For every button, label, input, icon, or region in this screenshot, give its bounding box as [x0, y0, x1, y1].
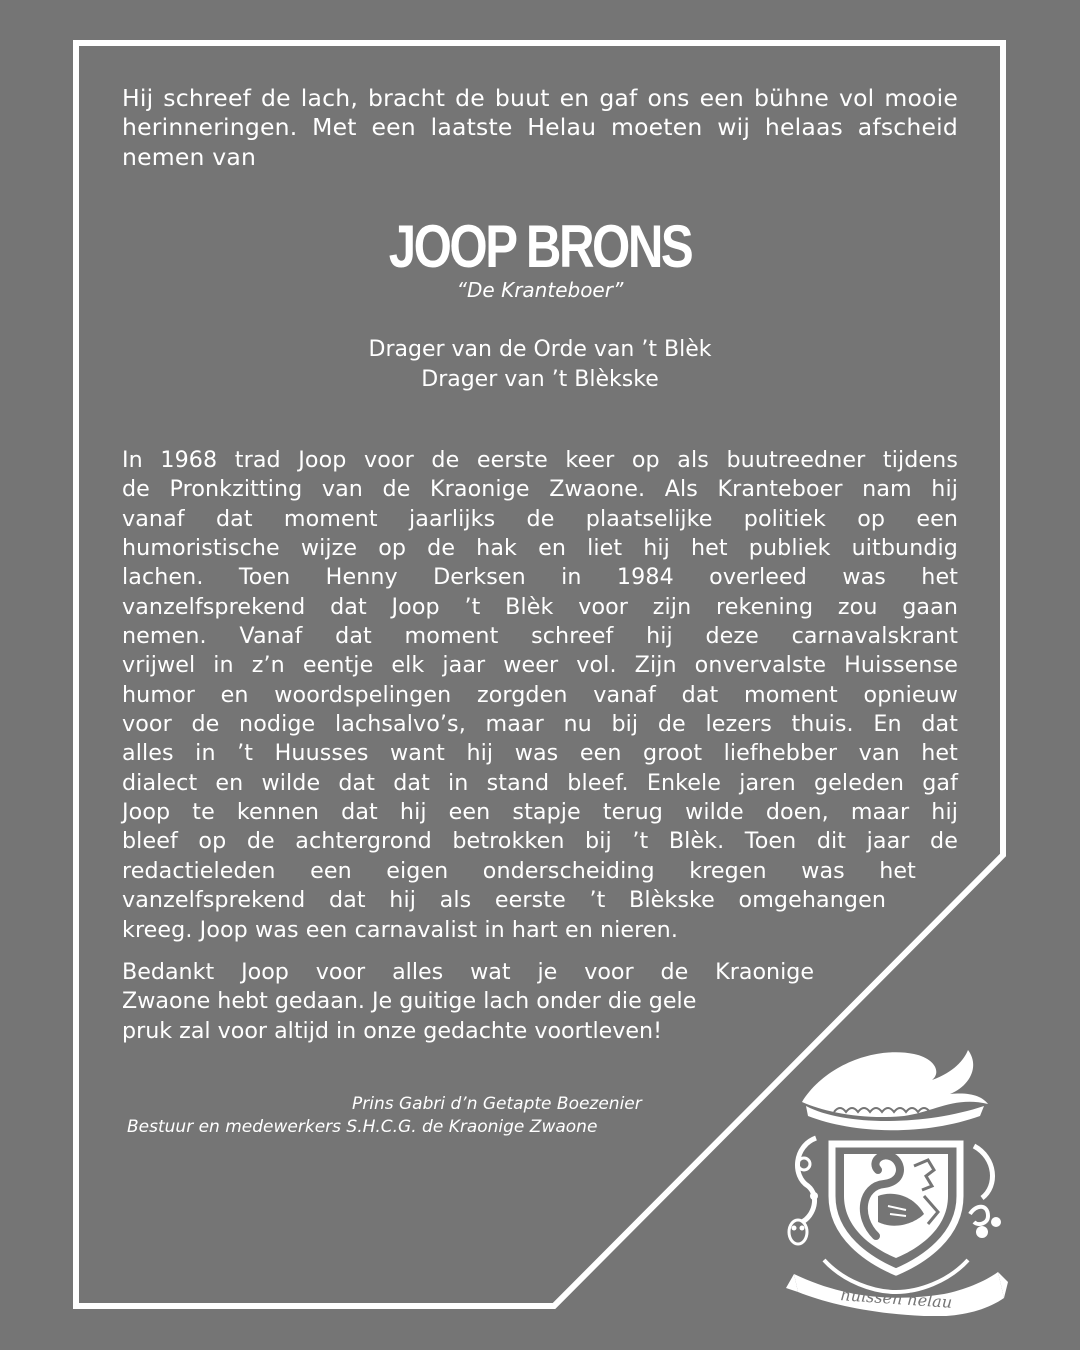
- biography-line: vrijwel in z’n eentje elk jaar weer vol. Zijn onvervalste Huissense: [122, 652, 958, 679]
- biography-line: lachen. Toen Henny Derksen in 1984 overleed was het: [122, 564, 958, 591]
- thanks-paragraph: [122, 958, 814, 1046]
- thanks-line: pruk zal voor altijd in onze gedachte voortleven!: [122, 1017, 663, 1044]
- honor-item: Drager van ’t Blèkske: [421, 366, 659, 392]
- biography-line: In 1968 trad Joop voor de eerste keer op als buutreedner tijdens: [122, 447, 958, 473]
- biography-line: dialect en wilde dat dat in stand bleef. Enkele jaren geleden gaf: [122, 769, 958, 796]
- biography-line: vanzelfsprekend dat hij als eerste ’t Blèkske omgehangen: [122, 887, 886, 914]
- nickname: “De Kranteboer”: [456, 278, 624, 302]
- biography-line: Joop te kennen dat hij een stapje terug wilde doen, maar hij: [122, 799, 958, 826]
- biography-line: humor en woordspelingen zorgden vanaf dat moment opnieuw: [122, 681, 958, 708]
- biography-line: voor de nodige lachsalvo’s, maar nu bij de lezers thuis. En dat: [122, 711, 958, 738]
- biography-line: de Pronkzitting van de Kraonige Zwaone. Als Kranteboer nam hij: [122, 476, 958, 503]
- thanks-line: Bedankt Joop voor alles wat je voor de Kraonige: [122, 959, 814, 985]
- biography-line: vanaf dat moment jaarlijks de plaatselijke politiek op een: [122, 505, 958, 532]
- biography-line: alles in ’t Huusses want hij was een groot liefhebber van het: [122, 740, 958, 767]
- biography-line: humoristische wijze op de hak en liet hij het publiek uitbundig: [122, 535, 958, 562]
- biography-line: redactieleden een eigen onderscheiding kregen was het: [122, 857, 916, 884]
- honor-item: Drager van de Orde van ’t Blèk: [368, 337, 712, 362]
- intro-paragraph: Hij schreef de lach, bracht de buut en gaf ons een bühne vol mooie herinneringen. Met een laatste Helau moeten wij helaas afscheid nemen van: [122, 84, 958, 171]
- biography-line: vanzelfsprekend dat Joop ’t Blèk voor zijn rekening zou gaan: [122, 593, 958, 620]
- logo-banner-text: huissen helau: [839, 1285, 953, 1312]
- biography-line: nemen. Vanaf dat moment schreef hij deze carnavalskrant: [122, 623, 958, 650]
- signature-board: Bestuur en medewerkers S.H.C.G. de Kraonige Zwaone: [127, 1117, 598, 1137]
- deceased-name: JOOP BRONS: [388, 213, 692, 280]
- honors-list: [0, 335, 1080, 394]
- biography-paragraph: [122, 446, 958, 945]
- thanks-line: Zwaone hebt gedaan. Je guitige lach onder die gele: [122, 988, 697, 1015]
- biography-line: bleef op de achtergrond betrokken bij ’t Blèk. Toen dit jaar de: [122, 828, 958, 855]
- biography-line: kreeg. Joop was een carnavalist in hart en nieren.: [122, 916, 678, 943]
- signature-prince: Prins Gabri d’n Getapte Boezenier: [352, 1094, 642, 1114]
- coat-of-arms-swan-icon: [784, 1046, 1010, 1316]
